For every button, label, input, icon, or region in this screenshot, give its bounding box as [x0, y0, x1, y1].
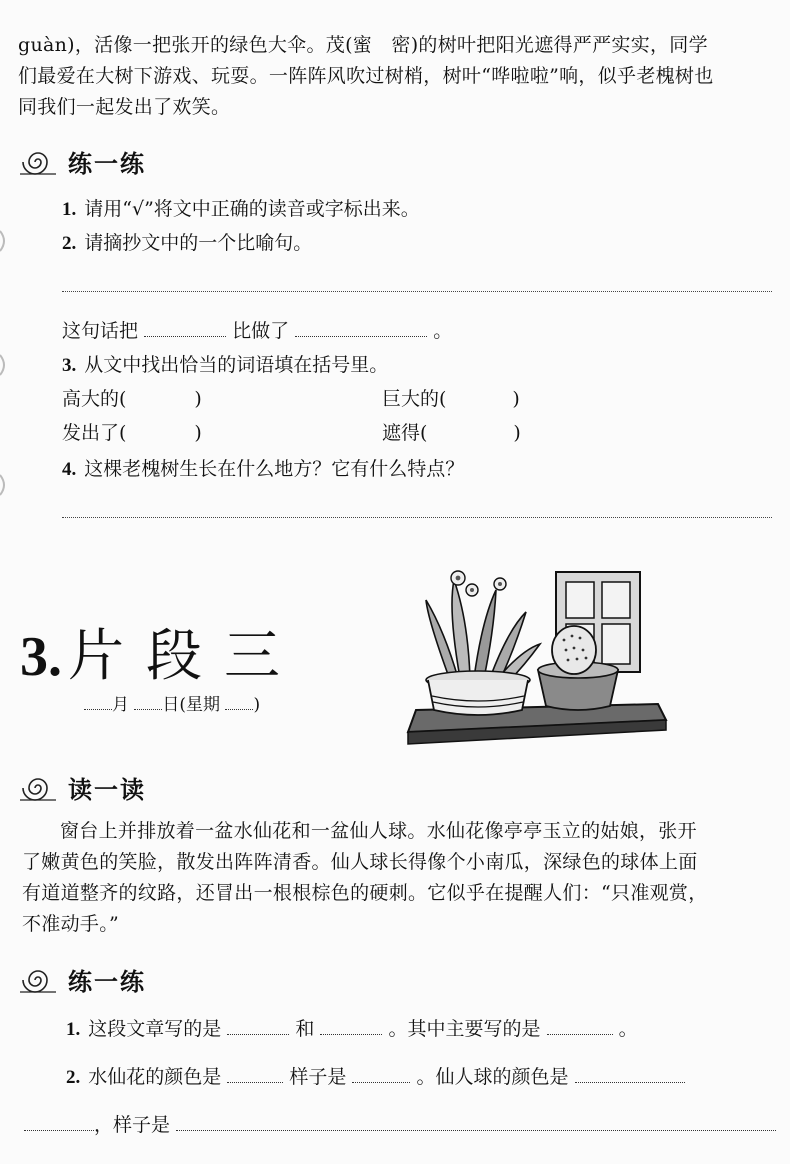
- paren-close: ): [194, 422, 202, 444]
- date-line: [84, 690, 260, 715]
- question-text: 这棵老槐树生长在什么地方？它有什么特点？: [84, 458, 465, 480]
- question-2: [62, 228, 312, 255]
- question-text: 。: [618, 1018, 638, 1040]
- question-text: 。仙人球的颜色是: [416, 1066, 569, 1088]
- fill-blank[interactable]: [352, 1066, 410, 1083]
- question-number: 1.: [62, 199, 77, 220]
- chapter-number: 3.: [20, 626, 62, 688]
- binding-mark: [0, 470, 10, 500]
- day-blank[interactable]: [134, 697, 162, 710]
- paren-close: ): [512, 388, 520, 410]
- month-blank[interactable]: [84, 697, 112, 710]
- date-label: ): [253, 695, 261, 715]
- word-prompt: 遮得(: [382, 422, 428, 444]
- question-4: [62, 454, 464, 481]
- fill-blank[interactable]: [24, 1114, 94, 1131]
- word-pair: [382, 384, 520, 411]
- passage-line: 同我们一起发出了欢笑。: [18, 96, 231, 118]
- passage-line: 们最爱在大树下游戏、玩耍。一阵阵风吹过树梢，树叶“哗啦啦”响，似乎老槐树也: [18, 65, 714, 87]
- word-pair: [62, 384, 202, 411]
- weekday-blank[interactable]: [225, 697, 253, 710]
- chapter-title: 片段三: [68, 624, 302, 689]
- question-2-2-continued: [24, 1110, 776, 1137]
- fill-text: 这句话把: [62, 320, 139, 342]
- fill-blank[interactable]: [176, 1114, 776, 1131]
- question-number: 4.: [62, 459, 77, 480]
- question-number: 2.: [66, 1067, 81, 1088]
- practice-title: 练一练: [68, 150, 146, 178]
- swirl-icon: [14, 966, 62, 994]
- question-text: 。其中主要写的是: [388, 1018, 541, 1040]
- word-prompt: 发出了(: [62, 422, 127, 444]
- reading-heading: [14, 770, 146, 805]
- question-number: 2.: [62, 233, 77, 254]
- passage-line: 窗台上并排放着一盆水仙花和一盆仙人球。水仙花像亭亭玉立的姑娘，张开: [60, 820, 697, 842]
- date-label: 日(星期: [162, 695, 221, 715]
- windowsill-plants-illustration: [398, 560, 668, 760]
- word-prompt: 巨大的(: [382, 388, 447, 410]
- practice-title: 练一练: [68, 968, 146, 996]
- question-text: 和: [295, 1018, 315, 1040]
- question-number: 1.: [66, 1019, 81, 1040]
- fill-blank[interactable]: [575, 1066, 685, 1083]
- binding-mark: [0, 226, 10, 256]
- fill-blank[interactable]: [547, 1018, 613, 1035]
- fill-text: 。: [433, 320, 453, 342]
- paren-close: ): [513, 422, 521, 444]
- passage-line: 了嫩黄色的笑脸，散发出阵阵清香。仙人球长得像个小南瓜，深绿色的球体上面: [22, 851, 698, 873]
- question-text: 从文中找出恰当的词语填在括号里。: [84, 354, 389, 376]
- question-text: 请用“√”将文中正确的读音或字标出来。: [84, 198, 420, 220]
- swirl-icon: [14, 774, 62, 802]
- practice-heading-2: [14, 962, 146, 997]
- chapter-heading: [20, 612, 302, 692]
- fill-blank[interactable]: [227, 1066, 283, 1083]
- answer-line[interactable]: [62, 516, 772, 518]
- word-pair: [62, 418, 202, 445]
- question-2-2: [66, 1062, 685, 1089]
- question-text: 请摘抄文中的一个比喻句。: [84, 232, 313, 254]
- fill-blank[interactable]: [320, 1018, 382, 1035]
- fill-blank[interactable]: [295, 320, 427, 337]
- swirl-icon: [14, 148, 62, 176]
- answer-line[interactable]: [62, 290, 772, 292]
- question-text: 水仙花的颜色是: [88, 1066, 222, 1088]
- question-text: ，样子是: [94, 1114, 171, 1136]
- word-prompt: 高大的(: [62, 388, 127, 410]
- fill-blank[interactable]: [144, 320, 226, 337]
- fill-blank[interactable]: [227, 1018, 289, 1035]
- binding-mark: [0, 350, 10, 380]
- question-3: [62, 350, 388, 377]
- passage-line: guàn)，活像一把张开的绿色大伞。茂(蜜 密)的树叶把阳光遮得严严实实，同学: [18, 34, 708, 56]
- passage-line: 不准动手。”: [22, 913, 120, 935]
- fill-in-sentence: [62, 316, 452, 343]
- practice-heading-1: [14, 144, 146, 179]
- passage-line: 有道道整齐的纹路，还冒出一根根棕色的硬刺。它似乎在提醒人们：“只准观赏，: [22, 882, 708, 904]
- date-label: 月: [112, 695, 129, 715]
- question-1: [62, 194, 420, 221]
- question-text: 这段文章写的是: [88, 1018, 222, 1040]
- question-number: 3.: [62, 355, 77, 376]
- reading-title: 读一读: [68, 776, 146, 804]
- word-pair: [382, 418, 521, 445]
- fill-text: 比做了: [232, 320, 290, 342]
- reading-passage: [22, 816, 782, 940]
- question-2-1: [66, 1014, 638, 1041]
- question-text: 样子是: [289, 1066, 347, 1088]
- paren-close: ): [194, 388, 202, 410]
- passage-continued: [18, 30, 778, 123]
